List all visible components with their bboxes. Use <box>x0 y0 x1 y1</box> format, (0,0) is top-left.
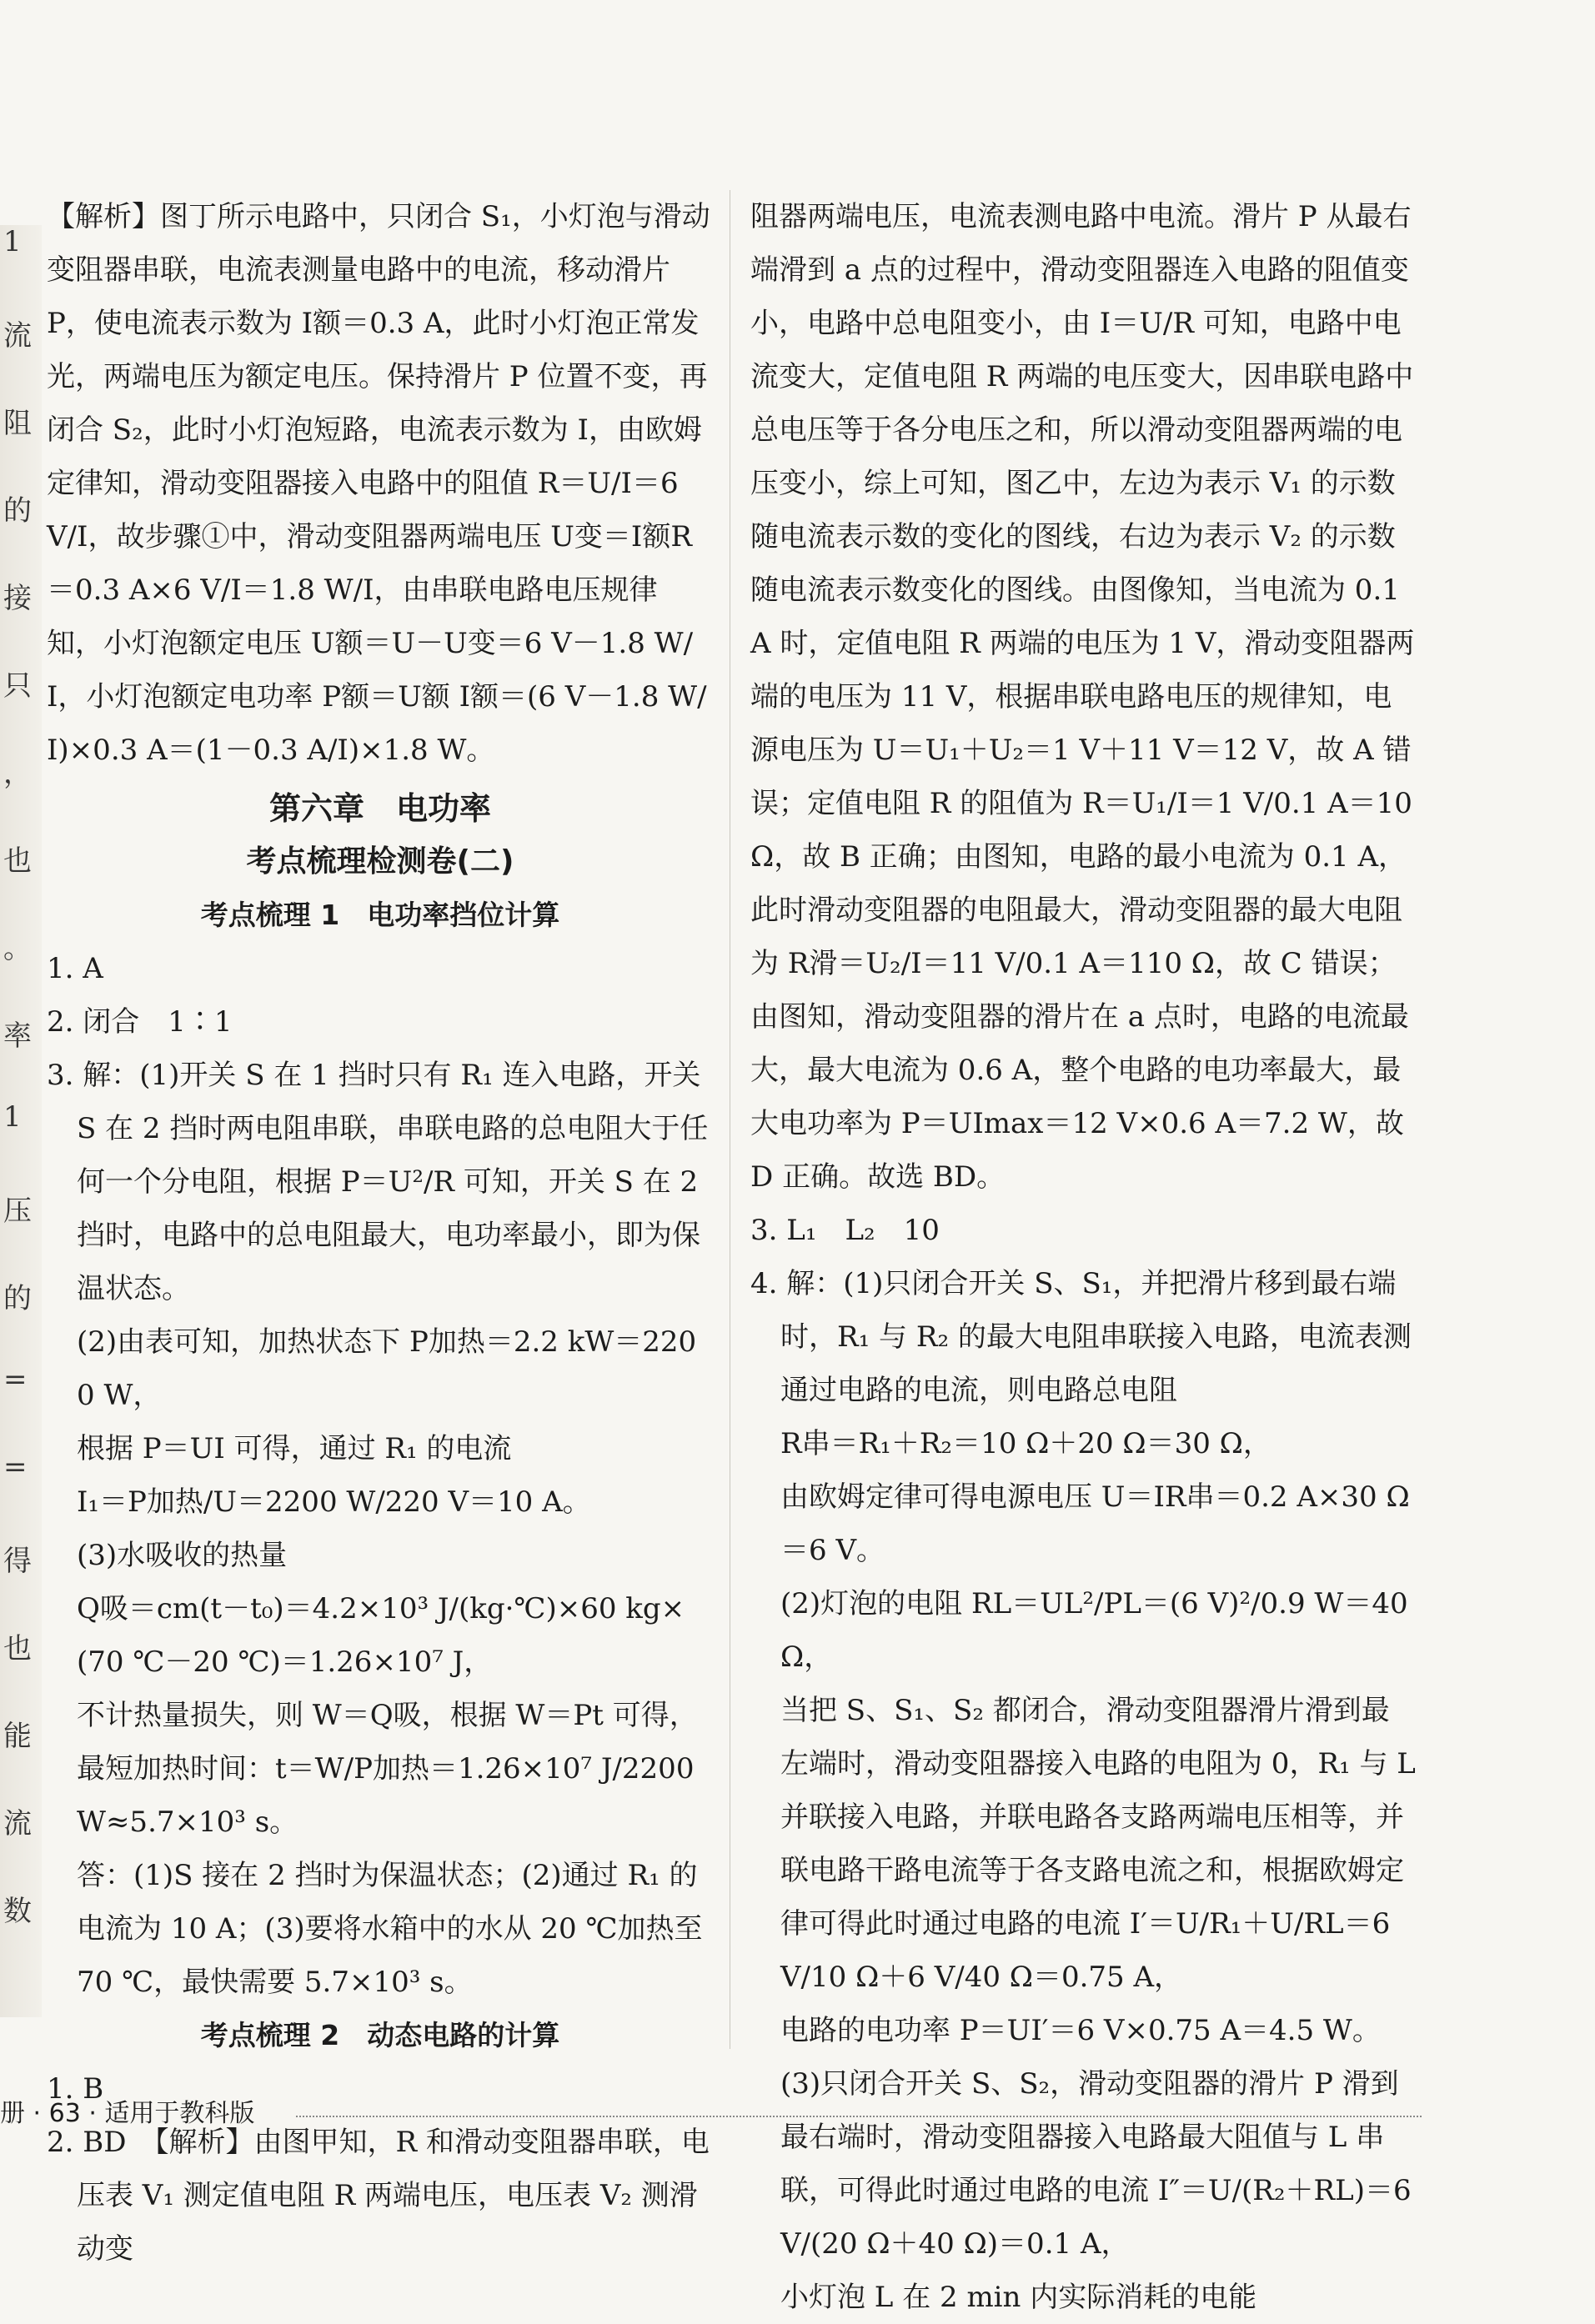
margin-fragment: 也 <box>3 844 32 878</box>
footer-label: 册 · 63 · 适用于教科版 <box>0 2099 255 2128</box>
margin-fragment: 的 <box>3 1282 32 1315</box>
margin-fragment: 能 <box>3 1720 32 1753</box>
left-column-block: 2. 闭合 1∶1 <box>47 1005 233 1039</box>
margin-fragment: 数 <box>3 1895 32 1928</box>
right-column-block: 4. 解：(1)只闭合开关 S、S₁，并把滑片移到最右端时，R₁ 与 R₂ 的最大电阻串联接入电路，电流表测通过电路的电流，则电路总电阻 <box>750 1267 1412 1407</box>
page-footer <box>0 2089 1595 2139</box>
right-column-block: 由欧姆定律可得电源电压 U＝IR串＝0.2 A×30 Ω＝6 V。 <box>780 1480 1410 1567</box>
left-column-block: 2. BD 【解析】由图甲知，R 和滑动变阻器串联，电压表 V₁ 测定值电阻 R 两端电压，电压表 V₂ 测滑动变 <box>47 2126 710 2266</box>
left-column-block: 答：(1)S 接在 2 挡时为保温状态；(2)通过 R₁ 的电流为 10 A；(3)要将水箱中的水从 20 ℃加热至 70 ℃，最快需要 5.7×10³ s。 <box>77 1859 703 1999</box>
right-column-block: 3. L₁ L₂ 10 <box>750 1214 940 1247</box>
margin-fragment: 。 <box>3 932 32 965</box>
right-column-block: 阻器两端电压，电流表测电路中电流。滑片 P 从最右端滑到 a 点的过程中，滑动变阻器连入电路的阻值变小，电路中总电阻变小，由 I＝U/R 可知，电路中电流变大，定值电阻 R 两端的电压变大，因串联电路中总电压等于各分电压之和，所以滑动变阻器两端的电压变小，综上可知，图乙中，左边为表示 V₁ 的示数随电流表示数的变化的图线，右边为表示 V₂ 的示数随电流表示数变化的图线。由图像知，当电流为 0.1 A 时，定值电阻 R 两端的电压为 1 V，滑动变阻器两端的电压为 11 V，根据串联电路电压的规律知，电源电压为 U＝U₁＋U₂＝1 V＋11 V＝12 V，故 A 错误；定值电阻 R 的阻值为 R＝U₁/I＝1 V/0.1 A＝10 Ω，故 B 正确；由图知，电路的最小电流为 0.1 A，此时滑动变阻器的电阻最大，滑动变阻器的最大电阻为 R滑＝U₂/I＝11 V/0.1 A＝110 Ω，故 C 错误；由图知，滑动变阻器的滑片在 a 点时，电路的电流最大，最大电流为 0.6 A，整个电路的电功率最大，最大电功率为 P＝UImax＝12 V×0.6 A＝7.2 W，故 D 正确。故选 BD。 <box>750 200 1415 1194</box>
right-column-block: R串＝R₁＋R₂＝10 Ω＋20 Ω＝30 Ω， <box>780 1427 1271 1460</box>
left-column <box>47 190 714 2276</box>
left-column-block: 【解析】图丁所示电路中，只闭合 S₁，小灯泡与滑动变阻器串联，电流表测量电路中的电流，移动滑片 P，使电流表示数为 I额＝0.3 A，此时小灯泡正常发光，两端电压为额定电压。保持滑片 P 位置不变，再闭合 S₂，此时小灯泡短路，电流表示数为 I，由欧姆定律知，滑动变阻器接入电路中的阻值 R＝U/I＝6 V/I，故步骤①中，滑动变阻器两端电压 U变＝I额R＝0.3 A×6 V/I＝1.8 W/I，由串联电路电压规律知，小灯泡额定电压 U额＝U－U变＝6 V－1.8 W/I，小灯泡额定电功率 P额＝U额 I额＝(6 V－1.8 W/I)×0.3 A＝(1－0.3 A/I)×1.8 W。 <box>47 200 710 767</box>
margin-fragment: 得 <box>3 1545 32 1578</box>
left-column-block: 考点梳理 2 动态电路的计算 <box>200 2019 560 2051</box>
left-margin-strip <box>0 225 42 2017</box>
margin-fragment: 流 <box>3 1807 32 1841</box>
margin-fragment: 的 <box>3 494 32 528</box>
margin-fragment: 也 <box>3 1632 32 1665</box>
right-column-block: 当把 S、S₁、S₂ 都闭合，滑动变阻器滑片滑到最左端时，滑动变阻器接入电路的电阻为 0，R₁ 与 L 并联接入电路，并联电路各支路两端电压相等，并联电路干路电流等于各支路电流之和，根据欧姆定律可得此时通过电路的电流 I′＝U/R₁＋U/RL＝6 V/10 Ω＋6 V/40 Ω＝0.75 A， <box>780 1694 1416 1994</box>
right-column-block: (2)灯泡的电阻 RL＝UL²/PL＝(6 V)²/0.9 W＝40 Ω， <box>780 1587 1408 1674</box>
footer-dotted-rule <box>296 2116 1422 2117</box>
margin-fragment: 阻 <box>3 407 32 440</box>
left-column-block: Q吸＝cm(t－t₀)＝4.2×10³ J/(kg·℃)×60 kg×(70 ℃－20 ℃)＝1.26×10⁷ J， <box>77 1592 685 1679</box>
margin-fragment: 1 <box>3 225 22 258</box>
left-column-block: 第六章 电功率 <box>268 790 491 827</box>
margin-fragment: 接 <box>3 582 32 615</box>
margin-fragment: = <box>3 1450 28 1484</box>
left-column-block: 根据 P＝UI 可得，通过 R₁ 的电流 <box>77 1432 512 1465</box>
margin-fragment: 只 <box>3 669 32 703</box>
margin-fragment: 压 <box>3 1195 32 1228</box>
right-column-block: 小灯泡 L 在 2 min 内实际消耗的电能 <box>780 2281 1257 2314</box>
margin-fragment: 率 <box>3 1019 32 1053</box>
left-column-block: 1. B <box>47 2072 104 2106</box>
margin-fragment: 1 <box>3 1100 22 1134</box>
right-column <box>750 190 1417 2324</box>
margin-fragment: = <box>3 1363 28 1396</box>
left-column-block: 3. 解：(1)开关 S 在 1 挡时只有 R₁ 连入电路，开关 S 在 2 挡时两电阻串联，串联电路的总电阻大于任何一个分电阻，根据 P＝U²/R 可知，开关 S 在 2 挡时，电路中的总电阻最大，电功率最小，即为保温状态。 <box>47 1059 709 1305</box>
margin-fragment: ， <box>3 757 32 790</box>
right-column-block: (3)只闭合开关 S、S₂，滑动变阻器的滑片 P 滑到最右端时，滑动变阻器接入电路最大阻值与 L 串联，可得此时通过电路的电流 I″＝U/(R₂＋RL)＝6 V/(20 Ω＋40 Ω)＝0.1 A， <box>780 2067 1412 2261</box>
left-column-block: 考点梳理检测卷(二) <box>246 844 514 879</box>
margin-fragment: 流 <box>3 319 32 353</box>
left-column-block: (3)水吸收的热量 <box>77 1539 288 1572</box>
left-column-block: 1. A <box>47 952 103 985</box>
left-column-block: 考点梳理 1 电功率挡位计算 <box>200 899 560 931</box>
left-column-block: I₁＝P加热/U＝2200 W/220 V＝10 A。 <box>77 1485 591 1519</box>
left-column-block: (2)由表可知，加热状态下 P加热＝2.2 kW＝2200 W， <box>77 1325 697 1412</box>
right-column-block: 电路的电功率 P＝UI′＝6 V×0.75 A＝4.5 W。 <box>780 2014 1381 2047</box>
left-column-block: 不计热量损失，则 W＝Q吸，根据 W＝Pt 可得，最短加热时间：t＝W/P加热＝1.26×10⁷ J/2200 W≈5.7×10³ s。 <box>77 1699 698 1839</box>
